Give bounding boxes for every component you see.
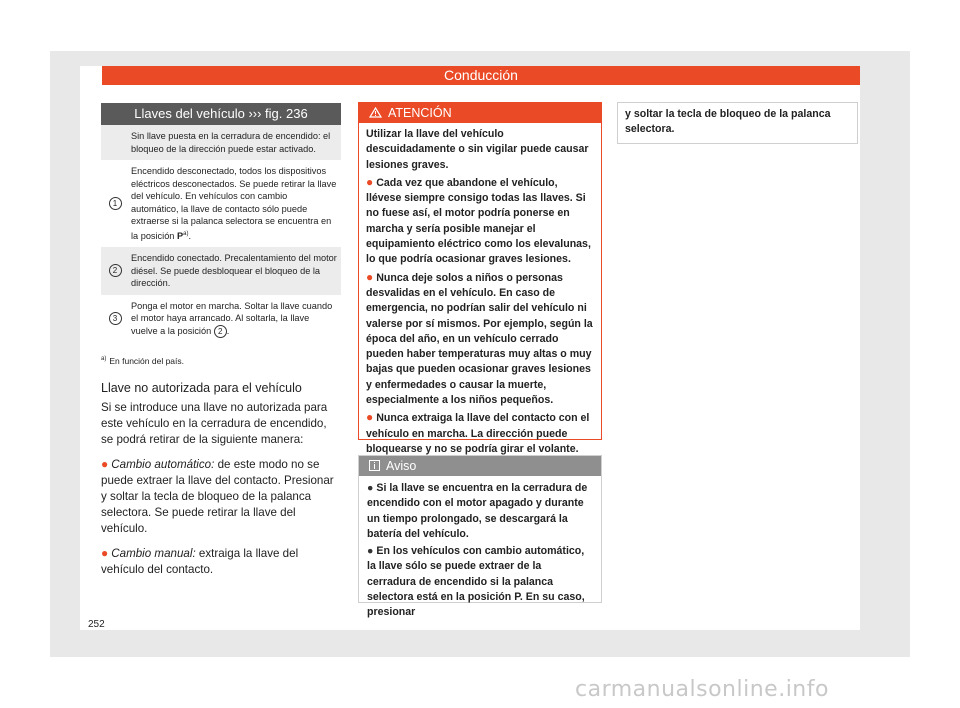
position-letter: P <box>176 230 184 241</box>
bullet-icon: ● <box>101 545 109 560</box>
bullet-icon: ● <box>101 456 109 471</box>
section-intro: Si se introduce una llave no autorizada para este vehículo en la cerradura de encendido, se podrá retirar de la siguiente manera: <box>101 400 328 446</box>
position-number: 1 <box>109 197 122 210</box>
info-icon <box>369 457 380 477</box>
warning-bullet: ● Cada vez que abandone el vehículo, llévese siempre consigo todas las llaves. Si no fuese así, el motor podría ponerse en marcha y sería posible manejar el equipamiento eléctrico como los elevalunas, lo que podría ocasionar graves lesiones. <box>366 174 591 266</box>
bullet-icon: ● <box>366 410 374 425</box>
page-number: 252 <box>88 619 105 630</box>
bullet-icon: ● <box>367 482 374 494</box>
note-continuation: y soltar la tecla de bloqueo de la palanca selectora. <box>617 102 858 144</box>
position-ref: 2 <box>214 325 227 338</box>
chapter-header: Conducción <box>102 66 860 85</box>
table-title: Llaves del vehículo ››› fig. 236 <box>101 103 341 125</box>
bullet-item: ● Cambio automático: de este modo no se puede extraer la llave del contacto. Presionar y soltar la tecla de bloqueo de la palanca selectora. Se puede retirar la llave del vehículo. <box>101 456 334 535</box>
footnote: $^{a)}$ En función del país. <box>101 355 185 366</box>
warning-box <box>358 102 602 455</box>
bullet-icon: ● <box>366 174 374 189</box>
table-row: 3 Ponga el motor en marcha. Soltar la llave cuando el motor haya arrancado. Al soltarla, la llave vuelve a la posición 2 . <box>101 295 341 343</box>
footnote-ref: a) <box>183 230 189 237</box>
note-header: Aviso <box>359 456 601 476</box>
table-row <box>101 125 341 160</box>
warning-bullet: ● Nunca deje solos a niños o personas desvalidas en el vehículo. En caso de emergencia, no podrían salir del vehículo ni valerse por sí mismos. Por ejemplo, según la época del año, en un vehículo cerrado pueden haber temperaturas muy altas o muy bajas que pueden ocasionar graves lesiones y enfermedades o causar la muerte, especialmente a los niños pequeños. <box>366 269 593 407</box>
position-number: 2 <box>109 264 122 277</box>
watermark: carmanualsonline.info <box>575 677 829 702</box>
table-row <box>101 247 341 295</box>
row-text: Sin llave puesta en la cerradura de encendido: el bloqueo de la dirección puede estar activado. <box>131 131 331 154</box>
warning-intro: Utilizar la llave del vehículo descuidadamente o sin vigilar puede causar lesiones graves. <box>366 128 589 171</box>
position-number: 3 <box>109 312 122 325</box>
row-text: Ponga el motor en marcha. Soltar la llave cuando el motor haya arrancado. Al soltarla, la llave vuelve a la posición <box>131 300 333 336</box>
left-column <box>101 103 341 578</box>
note-bullet: ● En los vehículos con cambio automático, la llave sólo se puede extraer de la cerradura de encendido si la palanca selectora está en la posición P. En su caso, presionar <box>367 545 585 619</box>
row-text: Encendido desconectado, todos los dispositivos eléctricos desconectados. Se puede retirar la llave del vehículo. En vehículos con cambio automático, la llave de contacto sólo puede extraerse si la palanca selectora se encuentra en la posición <box>131 166 337 241</box>
bullet-item: ● Cambio manual: extraiga la llave del vehículo del contacto. <box>101 545 299 576</box>
row-text: Encendido conectado. Precalentamiento del motor diésel. Se puede desbloquear el bloqueo de la dirección. <box>131 253 337 289</box>
warning-header: ATENCIÓN <box>359 103 601 123</box>
table-row: 1 Encendido desconectado, todos los dispositivos eléctricos desconectados. Se puede retirar la llave del vehículo. En vehículos con cambio automático, la llave de contacto sólo puede extraerse si la palanca selectora se encuentra en la posición $P^{a)}$. <box>101 160 341 247</box>
warning-triangle-icon <box>369 104 382 124</box>
note-box <box>358 455 602 619</box>
section-heading: Llave no autorizada para el vehículo <box>101 380 302 395</box>
note-bullet: ● Si la llave se encuentra en la cerradura de encendido con el motor apagado y durante un tiempo prolongado, se descargará la batería del vehículo. <box>367 482 588 540</box>
warning-bullet: ● Nunca extraiga la llave del contacto con el vehículo en marcha. La dirección puede bloquearse y no se podría girar el volante. <box>366 410 590 455</box>
bullet-icon: ● <box>367 545 374 558</box>
bullet-icon: ● <box>366 269 374 284</box>
